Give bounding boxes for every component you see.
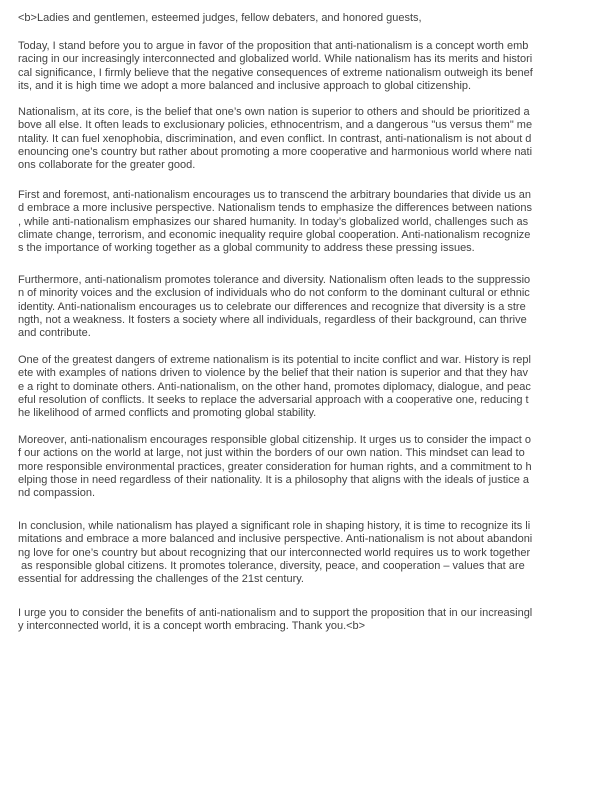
text-line: ngth, not a weakness. It fosters a society where all individuals, regardless of their background, can thrive: [18, 313, 527, 326]
text-line: Furthermore, anti-nationalism promotes tolerance and diversity. Nationalism often leads to the suppressio: [18, 274, 531, 286]
text-line: and contribute.: [18, 327, 91, 340]
paragraph: [18, 12, 602, 25]
text-line: racing in our increasingly interconnected and globalized world. While nationalism has its merits and histori: [18, 53, 533, 66]
paragraph: [18, 189, 602, 255]
text-line: ntality. It can fuel xenophobia, discrimination, and even conflict. In contrast, anti-nationalism is not about d: [18, 132, 532, 145]
text-line: n of minority voices and the exclusion of individuals who do not conform to the dominant cultural or ethnic: [18, 287, 530, 300]
paragraph: [18, 40, 602, 93]
text-line: I urge you to consider the benefits of anti-nationalism and to support the proposition that in our increasingl: [18, 607, 533, 619]
text-line: eful resolution of conflicts. It seeks to replace the adversarial approach with a cooperative one, reducing t: [18, 393, 529, 406]
text-line: Moreover, anti-nationalism encourages responsible global citizenship. It urges us to consider the impact o: [18, 434, 531, 446]
paragraph: [18, 520, 602, 586]
text-line: Today, I stand before you to argue in favor of the proposition that anti-nationalism is a concept worth emb: [18, 40, 529, 52]
text-line: identity. Anti-nationalism encourages us to celebrate our differences and recognize that diversity is a stre: [18, 300, 526, 313]
text-line: enouncing one’s country but rather about promoting a more cooperative and harmonious world where nati: [18, 145, 533, 158]
text-line: First and foremost, anti-nationalism encourages us to transcend the arbitrary boundaries that divide us an: [18, 189, 531, 201]
text-line: elping those in need regardless of their nationality. It is a philosophy that aligns with the ideals of justice a: [18, 473, 529, 486]
text-line: f our actions on the world at large, not just within the borders of our own nation. This mindset can lead to: [18, 447, 525, 460]
text-line: ng love for one’s country but about recognizing that our interconnected world requires us to work together: [18, 546, 531, 559]
paragraph: [18, 106, 602, 172]
text-line: One of the greatest dangers of extreme nationalism is its potential to incite conflict and war. History is repl: [18, 354, 531, 366]
paragraph: [18, 607, 602, 634]
text-line: cal significance, I firmly believe that the negative consequences of extreme nationalism outweigh its benef: [18, 66, 533, 79]
paragraph: [18, 354, 602, 420]
paragraph: [18, 434, 602, 500]
text-line: e a right to dominate others. Anti-nationalism, on the other hand, promotes diplomacy, dialogue, and peac: [18, 380, 531, 393]
text-line: nd compassion.: [18, 487, 96, 500]
text-line: ete with examples of nations driven to violence by the belief that their nation is superior and that they hav: [18, 367, 528, 380]
text-line: s the importance of working together as a global community to address these pressing issues.: [18, 242, 475, 255]
text-line: In conclusion, while nationalism has played a significant role in shaping history, it is time to recognize its li: [18, 520, 531, 532]
text-line: d embrace a more inclusive perspective. Nationalism tends to emphasize the differences between nations: [18, 202, 533, 215]
text-line: as responsible global citizens. It promotes tolerance, diversity, peace, and cooperation – values that are: [18, 559, 525, 572]
text-line: y interconnected world, it is a concept worth embracing. Thank you.<b>: [18, 620, 366, 633]
text-line: its, and it is high time we adopt a more balanced and inclusive approach to global citizenship.: [18, 79, 472, 92]
text-line: he likelihood of armed conflicts and promoting global stability.: [18, 407, 317, 420]
text-line: essential for addressing the challenges of the 21st century.: [18, 573, 304, 586]
text-line: climate change, terrorism, and economic inequality require global cooperation. Anti-nationalism recognize: [18, 228, 531, 241]
text-line: ons collaborate for the greater good.: [18, 159, 196, 172]
text-line: Nationalism, at its core, is the belief that one’s own nation is superior to others and should be prioritized a: [18, 106, 530, 118]
paragraph: [18, 274, 602, 340]
text-line: , while anti-nationalism emphasizes our shared humanity. In today’s globalized world, challenges such as: [18, 215, 529, 228]
text-line: <b>Ladies and gentlemen, esteemed judges, fellow debaters, and honored guests,: [18, 12, 422, 24]
text-line: more responsible environmental practices, greater consideration for human rights, and a commitment to h: [18, 460, 532, 473]
text-line: mitations and embrace a more balanced and inclusive perspective. Anti-nationalism is not about abandoni: [18, 533, 533, 546]
text-line: bove all else. It often leads to exclusionary policies, ethnocentrism, and a dangerous "us versus them" me: [18, 119, 533, 132]
